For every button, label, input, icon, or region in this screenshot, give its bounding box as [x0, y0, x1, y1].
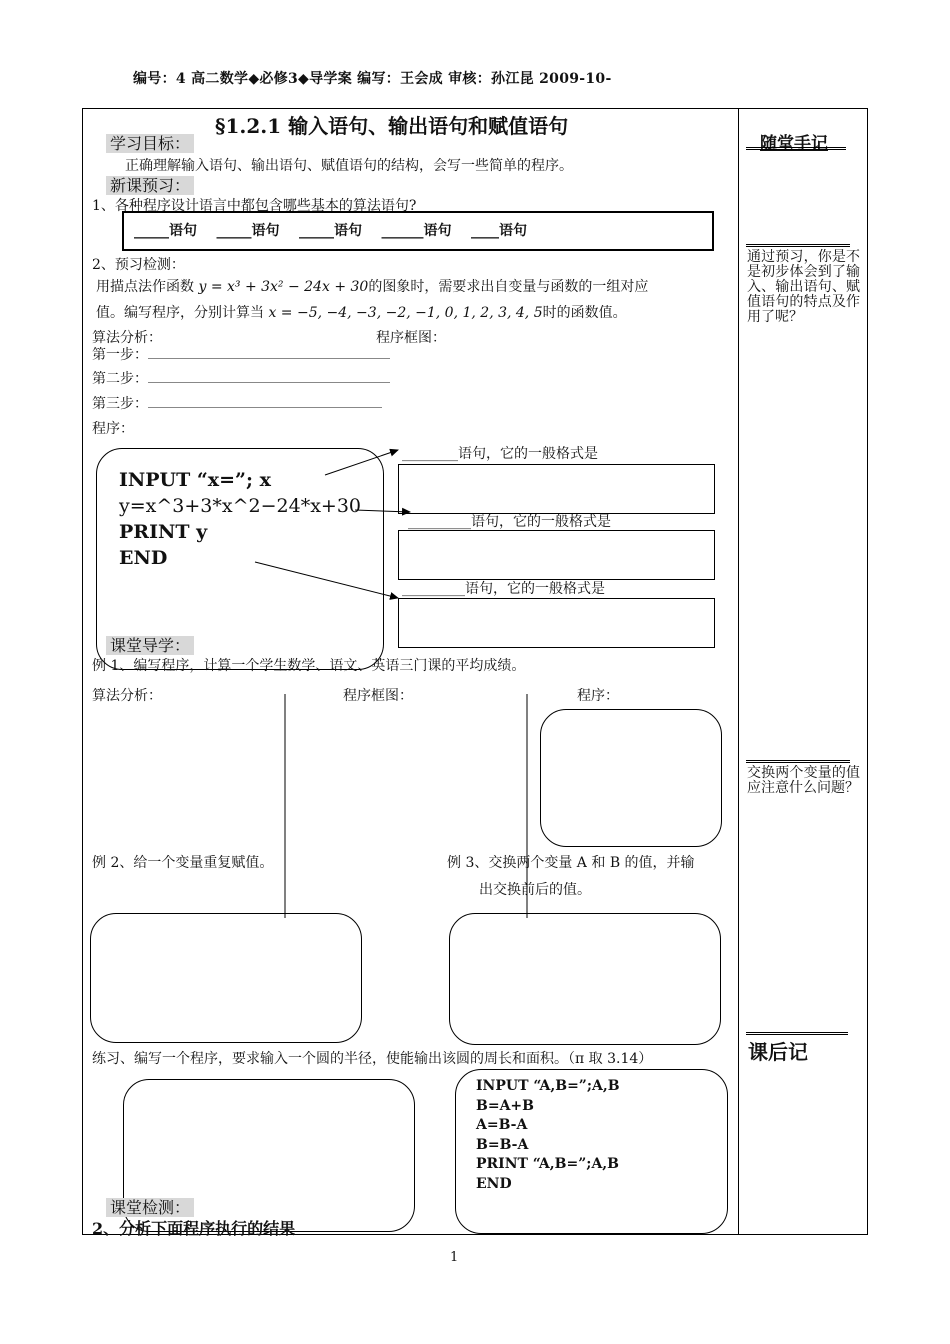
code-line: y=x^3+3*x^2−24*x+30 — [119, 495, 362, 517]
blank-statement: ______语句 — [381, 223, 452, 239]
blank-statement: ____语句 — [471, 223, 527, 239]
section-title: 学习目标： — [106, 134, 194, 153]
example-3-line2: 出交换前后的值。 — [479, 882, 591, 898]
objective-text: 正确理解输入语句、输出语句、赋值语句的结构，会写一些简单的程序。 — [125, 158, 573, 174]
step-label: 第三步： — [92, 396, 148, 412]
code-line: B=B-A — [476, 1136, 529, 1153]
side-rule — [746, 244, 850, 247]
statement-label-input: ________语句，它的一般格式是 — [402, 446, 598, 462]
section-title: 新课预习： — [106, 176, 194, 195]
statement-label-assign: _________语句，它的一般格式是 — [408, 514, 611, 530]
question-1: 1、各种程序设计语言中都包含哪些基本的算法语句? — [92, 198, 417, 214]
side-note-preview: 通过预习，你是不是初步体会到了输入、输出语句、赋值语句的特点及作用了呢？ — [747, 249, 860, 325]
code-line: INPUT “A,B=”;A,B — [476, 1078, 620, 1094]
x-values: x = −5, −4, −3, −2, −1, 0, 1, 2, 3, 4, 5 — [268, 305, 543, 321]
section-title: 课堂导学： — [106, 636, 194, 655]
section-title: 课堂检测： — [106, 1198, 194, 1217]
code-line: A=B-A — [476, 1117, 528, 1133]
blank-statement: _____语句 — [299, 223, 362, 239]
code-line: INPUT “x=”; x — [119, 469, 271, 491]
program-label: 程序： — [92, 421, 134, 437]
algo-analysis-label: 算法分析： — [92, 330, 162, 346]
lesson-title: §1.2.1 输入语句、输出语句和赋值语句 — [215, 114, 569, 138]
arrow-to-input — [325, 450, 398, 475]
ex1-algo-label: 算法分析： — [92, 688, 162, 704]
question-2: 2、预习检测： — [92, 257, 185, 273]
flowchart-label: 程序框图： — [376, 330, 446, 346]
text-run: 的图象时，需要求出自变量与函数的一组对应 — [368, 279, 649, 295]
blank-statement: _____语句 — [216, 223, 280, 239]
function-formula: y = x³ + 3x² − 24x + 30 — [198, 279, 369, 295]
after-class-notes: 课后记 — [748, 1040, 808, 1064]
side-note-swap: 交换两个变量的值应注意什么问题？ — [747, 765, 860, 796]
side-rule — [746, 1032, 848, 1035]
example-2: 例 2、给一个变量重复赋值。 — [92, 855, 274, 871]
ex1-flow-label: 程序框图： — [343, 688, 413, 704]
step-label: 第一步： — [92, 347, 148, 363]
example-1: 例 1、编写程序，计算一个学生数学、语文、英语三门课的平均成绩。 — [92, 658, 526, 674]
side-rule — [746, 760, 850, 763]
step-label: 第二步： — [92, 371, 148, 387]
arrow-to-print — [255, 562, 398, 598]
code-line: PRINT “A,B=”;A,B — [476, 1156, 620, 1172]
blank-statement: _____语句 — [134, 223, 197, 239]
arrow-to-assign — [355, 510, 410, 512]
check-question-2: 2、分析下面程序执行的结果 — [92, 1219, 296, 1238]
code-line: PRINT y — [119, 521, 208, 543]
example-3-line1: 例 3、交换两个变量 A 和 B 的值，并输 — [447, 855, 695, 871]
side-rule — [746, 147, 846, 150]
page-number: 1 — [450, 1250, 459, 1265]
ex1-program-label: 程序： — [577, 688, 619, 704]
code-line: B=A+B — [476, 1097, 534, 1114]
code-line: END — [476, 1175, 512, 1192]
side-title: 随堂手记 — [760, 134, 828, 154]
text-run: 时的函数值。 — [542, 305, 627, 321]
statement-label-print: _________语句，它的一般格式是 — [402, 581, 605, 597]
text-run: 值。编写程序，分别计算当 — [96, 305, 264, 321]
code-line: END — [119, 547, 168, 569]
text-run: 用描点法作函数 — [96, 279, 194, 295]
practice: 练习、编写一个程序，要求输入一个圆的半径，使能输出该圆的周长和面积。（π 取 3.14） — [92, 1051, 653, 1067]
document-header: 编号：4 高二数学◆必修3◆导学案 编写：王会成 审核：孙江昆 2009-10- — [133, 71, 612, 87]
